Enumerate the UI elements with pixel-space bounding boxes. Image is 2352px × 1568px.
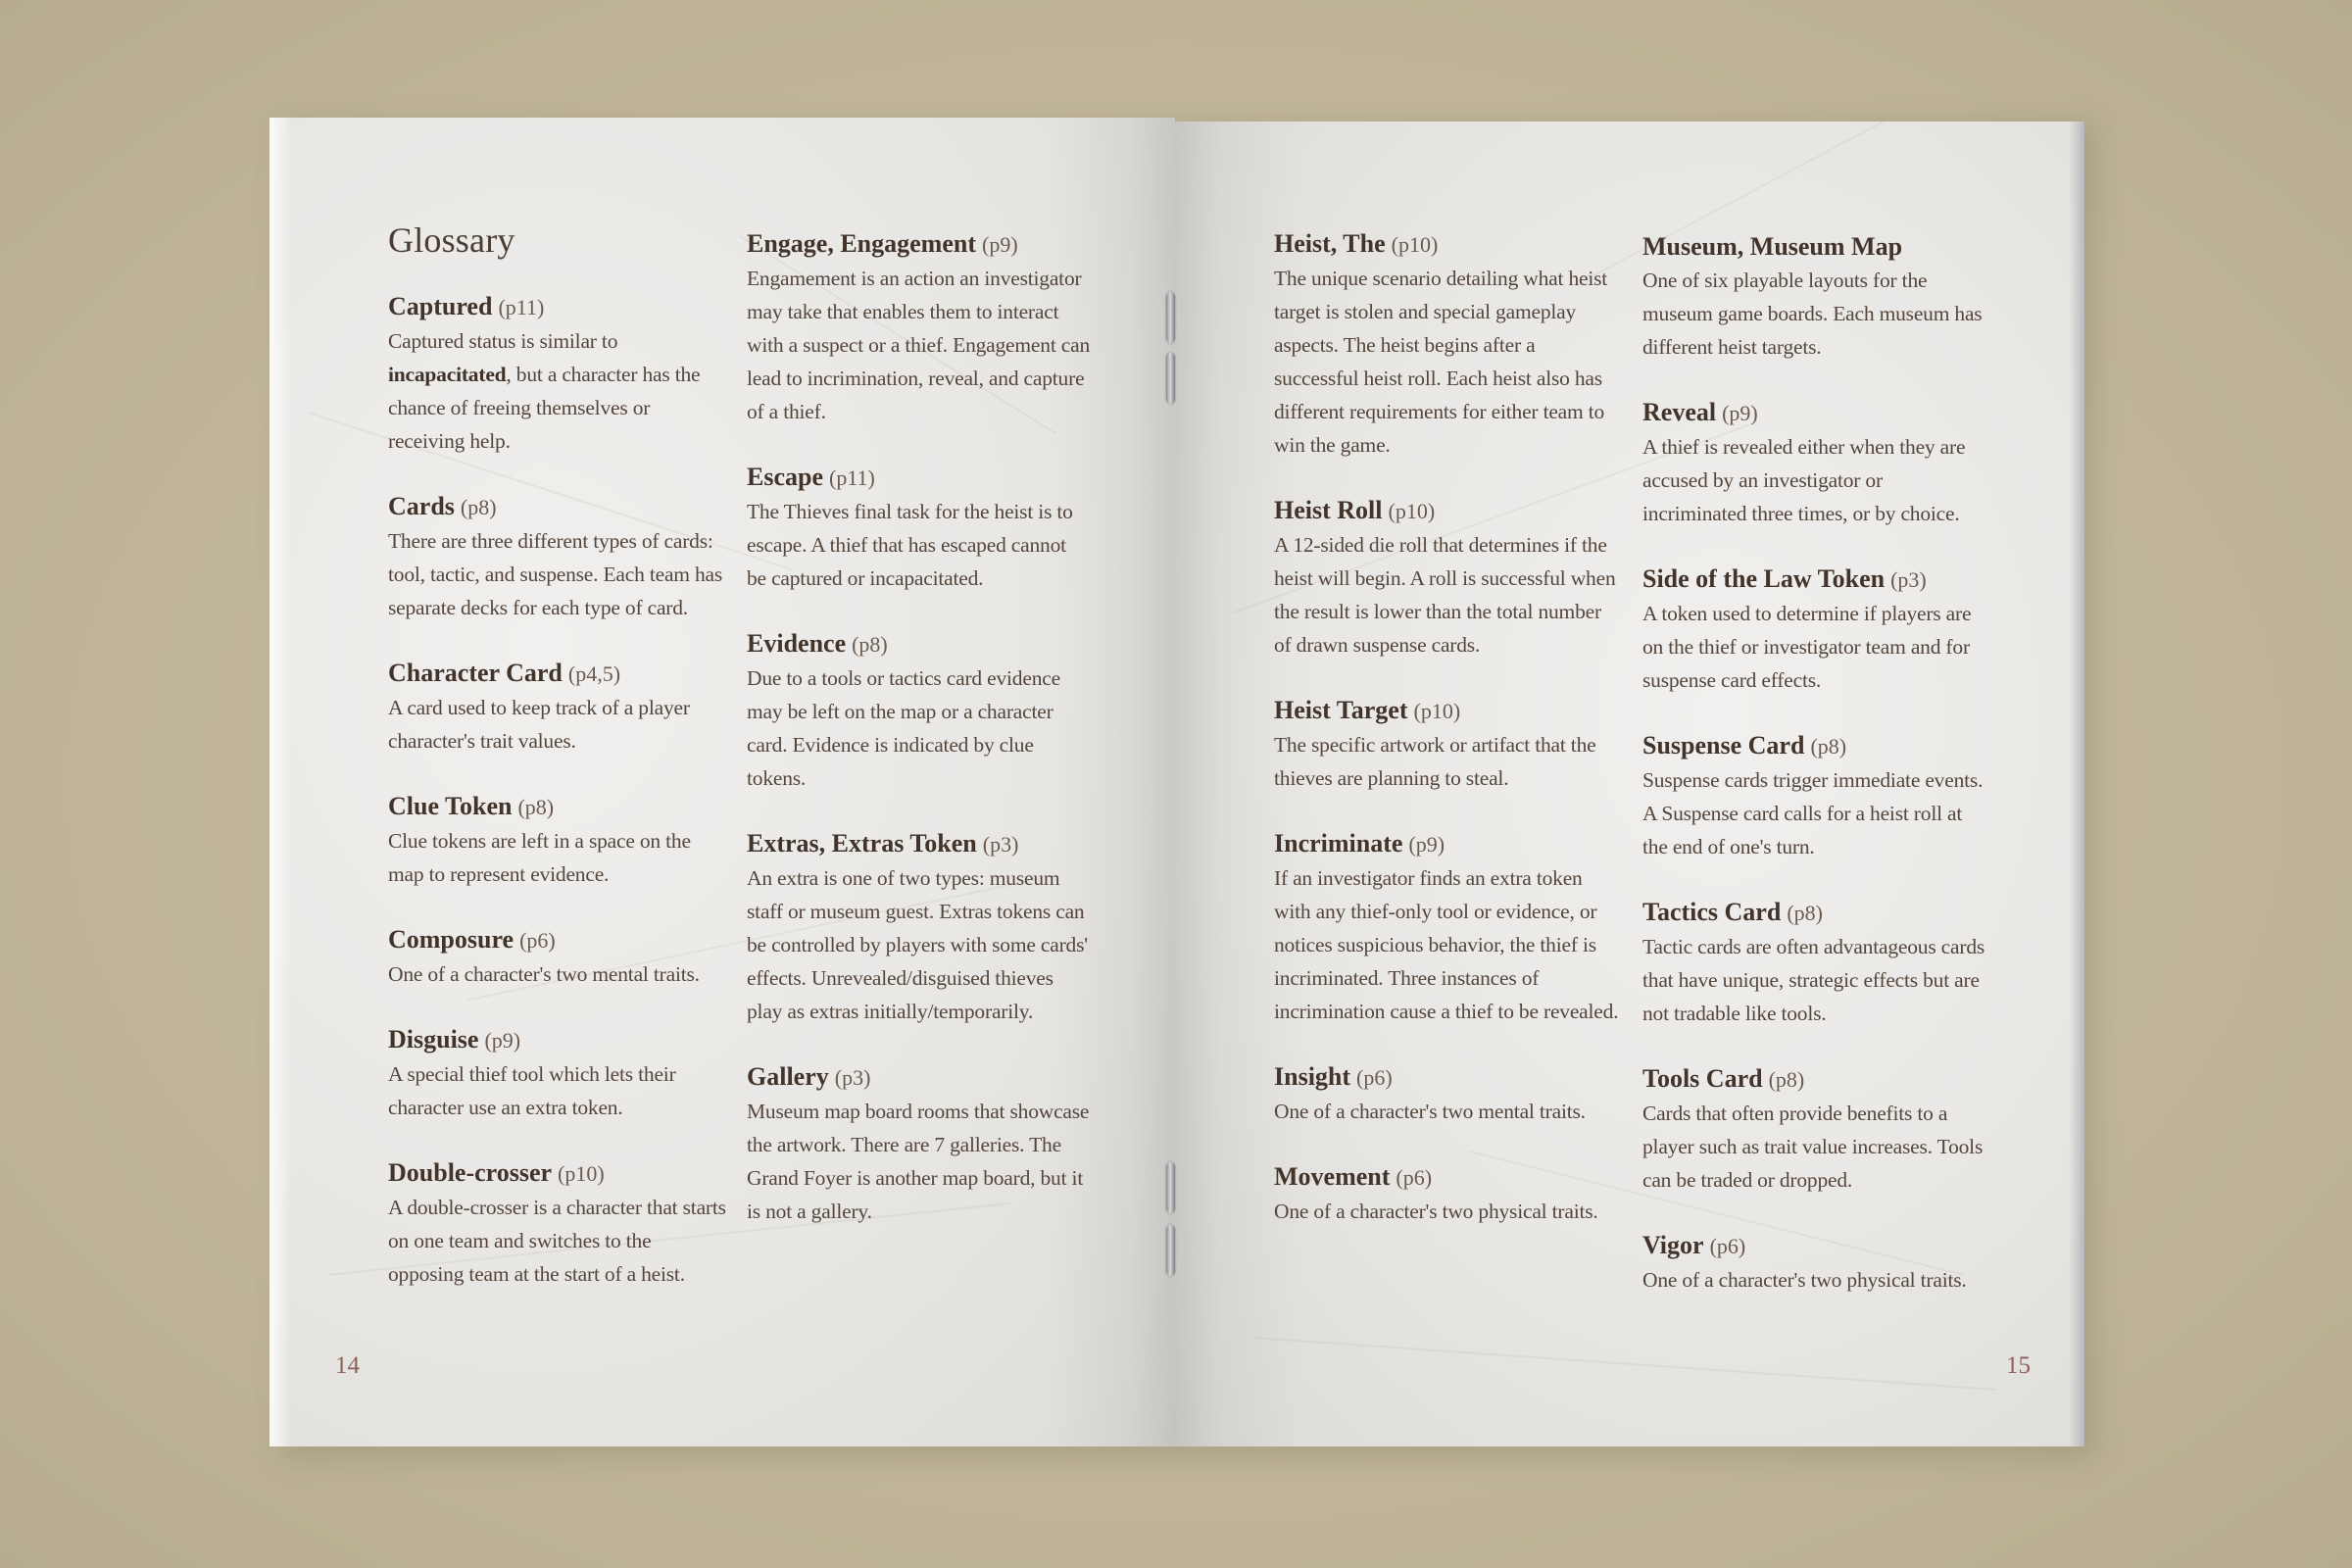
entry-page-ref: (p10) xyxy=(558,1161,605,1186)
entry-term: Disguise xyxy=(388,1025,479,1054)
entry-description: A card used to keep track of a player character's trait values. xyxy=(388,696,690,753)
glossary-entry xyxy=(747,461,1090,595)
entry-term: Vigor xyxy=(1642,1231,1704,1259)
entry-description: A special thief tool which lets their character use an extra token. xyxy=(388,1062,676,1119)
entry-page-ref: (p8) xyxy=(460,495,497,519)
glossary-entry xyxy=(388,1156,731,1291)
bold-term-reference: incapacitated xyxy=(388,363,507,386)
left-page-column-2 xyxy=(747,227,1090,1260)
glossary-entry xyxy=(388,657,731,758)
entry-term: Insight xyxy=(1274,1062,1351,1091)
entry-page-ref: (p10) xyxy=(1391,232,1439,257)
entry-description: Museum map board rooms that showcase the artwork. There are 7 galleries. The Grand Foyer is another map board, but it is not a gallery. xyxy=(747,1100,1090,1223)
entry-page-ref: (p8) xyxy=(1787,901,1823,925)
entry-description: Captured status is similar to incapacitated, but a character has the chance of freeing themselves or receiving help. xyxy=(388,329,701,453)
entry-page-ref: (p8) xyxy=(1768,1067,1805,1092)
entry-description: Due to a tools or tactics card evidence may be left on the map or a character card. Evidence is indicated by clue tokens. xyxy=(747,666,1060,790)
entry-term: Engage, Engagement xyxy=(747,229,976,258)
glossary-entry xyxy=(747,827,1090,1028)
glossary-entry xyxy=(1274,827,1622,1028)
entry-page-ref: (p10) xyxy=(1413,699,1461,723)
entry-term: Tactics Card xyxy=(1642,898,1782,926)
entry-description: There are three different types of cards: tool, tactic, and suspense. Each team has separate decks for each type of card. xyxy=(388,529,723,619)
entry-description: A 12-sided die roll that determines if the heist will begin. A roll is successful when the result is lower than the total number of drawn suspense cards. xyxy=(1274,533,1616,657)
right-page-column-2 xyxy=(1642,230,1990,1329)
entry-description: Suspense cards trigger immediate events. A Suspense card calls for a heist roll at the end of one's turn. xyxy=(1642,768,1984,858)
glossary-entry xyxy=(747,1060,1090,1228)
entry-description: A thief is revealed either when they are accused by an investigator or incriminated three times, or by choice. xyxy=(1642,435,1966,525)
entry-term: Character Card xyxy=(388,659,563,687)
entry-page-ref: (p6) xyxy=(519,928,556,953)
staple xyxy=(1166,1162,1175,1213)
entry-page-ref: (p6) xyxy=(1709,1234,1746,1258)
entry-description: One of a character's two physical traits. xyxy=(1642,1268,1967,1292)
glossary-entry xyxy=(747,627,1090,795)
entry-page-ref: (p3) xyxy=(1890,567,1927,592)
entry-page-ref: (p10) xyxy=(1388,499,1436,523)
marble-vein xyxy=(1253,1337,1996,1391)
glossary-entry xyxy=(1274,494,1622,662)
glossary-entry xyxy=(1642,896,1990,1030)
entry-page-ref: (p9) xyxy=(982,232,1018,257)
glossary-entry xyxy=(1274,227,1622,462)
entry-term: Cards xyxy=(388,492,455,520)
glossary-entry xyxy=(1642,563,1990,697)
left-page-column-1 xyxy=(388,220,731,1323)
entry-page-ref: (p8) xyxy=(1810,734,1847,759)
entry-description: One of a character's two mental traits. xyxy=(1274,1100,1586,1123)
entry-page-ref: (p8) xyxy=(517,795,555,819)
entry-page-ref: (p4,5) xyxy=(567,662,621,686)
glossary-entry xyxy=(1274,1060,1622,1128)
entry-term: Incriminate xyxy=(1274,829,1403,858)
entry-term: Double-crosser xyxy=(388,1158,553,1187)
entry-term: Extras, Extras Token xyxy=(747,829,977,858)
page-number-right: 15 xyxy=(2006,1352,2031,1379)
glossary-entry xyxy=(1642,1062,1990,1197)
entry-term: Composure xyxy=(388,925,514,954)
staple xyxy=(1166,353,1175,404)
entry-term: Suspense Card xyxy=(1642,731,1805,760)
entry-description: A token used to determine if players are on the thief or investigator team and for suspense card effects. xyxy=(1642,602,1972,692)
entry-page-ref: (p11) xyxy=(498,295,545,319)
entry-page-ref: (p3) xyxy=(834,1065,871,1090)
glossary-entry xyxy=(747,227,1090,428)
entry-term: Heist Roll xyxy=(1274,496,1383,524)
entry-description: A double-crosser is a character that starts on one team and switches to the opposing team at the start of a heist. xyxy=(388,1196,726,1286)
entry-description: Cards that often provide benefits to a player such as trait value increases. Tools can be traded or dropped. xyxy=(1642,1102,1984,1192)
entry-page-ref: (p9) xyxy=(484,1028,521,1053)
entry-page-ref: (p3) xyxy=(982,832,1019,857)
entry-description: One of a character's two mental traits. xyxy=(388,962,700,986)
entry-term: Heist, The xyxy=(1274,229,1386,258)
entry-term: Clue Token xyxy=(388,792,513,820)
entry-description: Clue tokens are left in a space on the map to represent evidence. xyxy=(388,829,691,886)
entry-description: One of a character's two physical traits. xyxy=(1274,1200,1598,1223)
page-number-left: 14 xyxy=(335,1352,360,1379)
glossary-entry xyxy=(388,290,731,458)
left-page xyxy=(270,118,1175,1446)
entry-term: Captured xyxy=(388,292,493,320)
glossary-entry xyxy=(388,1023,731,1124)
glossary-entry xyxy=(1274,1160,1622,1228)
glossary-entry xyxy=(388,790,731,891)
right-page-column-1 xyxy=(1274,227,1622,1260)
glossary-entry xyxy=(1642,729,1990,863)
entry-page-ref: (p11) xyxy=(829,466,875,490)
entry-term: Reveal xyxy=(1642,398,1717,426)
entry-term: Gallery xyxy=(747,1062,829,1091)
entry-description: Engamement is an action an investigator may take that enables them to interact with a suspect or a thief. Engagement can lead to incrimination, reveal, and capture of a thief. xyxy=(747,267,1091,423)
staple xyxy=(1166,1225,1175,1276)
glossary-entry xyxy=(1642,230,1990,364)
glossary-entry xyxy=(388,490,731,624)
entry-page-ref: (p9) xyxy=(1722,401,1758,425)
entry-term: Side of the Law Token xyxy=(1642,564,1886,593)
glossary-entry xyxy=(1642,1229,1990,1297)
entry-description: The Thieves final task for the heist is to escape. A thief that has escaped cannot be captured or incapacitated. xyxy=(747,500,1073,590)
entry-page-ref: (p9) xyxy=(1408,832,1446,857)
entry-term: Heist Target xyxy=(1274,696,1408,724)
entry-page-ref: (p6) xyxy=(1396,1165,1433,1190)
staple xyxy=(1166,292,1175,343)
entry-description: One of six playable layouts for the museum game boards. Each museum has different heist targets. xyxy=(1642,269,1983,359)
entry-description: The unique scenario detailing what heist target is stolen and special gameplay aspects. The heist begins after a successful heist roll. Each heist also has different requirements for either team to win the game. xyxy=(1274,267,1608,457)
entry-page-ref: (p6) xyxy=(1356,1065,1393,1090)
entry-term: Escape xyxy=(747,463,823,491)
glossary-entry xyxy=(1642,396,1990,530)
right-page xyxy=(1175,122,2084,1446)
entry-description: If an investigator finds an extra token with any thief-only tool or evidence, or notices suspicious behavior, the thief is incriminated. Three instances of incrimination cause a thief to be revealed. xyxy=(1274,866,1619,1023)
entry-description: The specific artwork or artifact that the thieves are planning to steal. xyxy=(1274,733,1596,790)
entry-description: An extra is one of two types: museum staff or museum guest. Extras tokens can be controlled by players with some cards' effects. Unrevealed/disguised thieves play as extras initially/temporarily. xyxy=(747,866,1088,1023)
entry-term: Museum, Museum Map xyxy=(1642,232,1903,261)
glossary-title: Glossary xyxy=(388,220,515,260)
glossary-entry xyxy=(388,923,731,991)
entry-term: Movement xyxy=(1274,1162,1391,1191)
entry-page-ref: (p8) xyxy=(852,632,888,657)
entry-description: Tactic cards are often advantageous cards that have unique, strategic effects but are not tradable like tools. xyxy=(1642,935,1985,1025)
glossary-entry xyxy=(1274,694,1622,795)
entry-term: Tools Card xyxy=(1642,1064,1763,1093)
entry-term: Evidence xyxy=(747,629,847,658)
